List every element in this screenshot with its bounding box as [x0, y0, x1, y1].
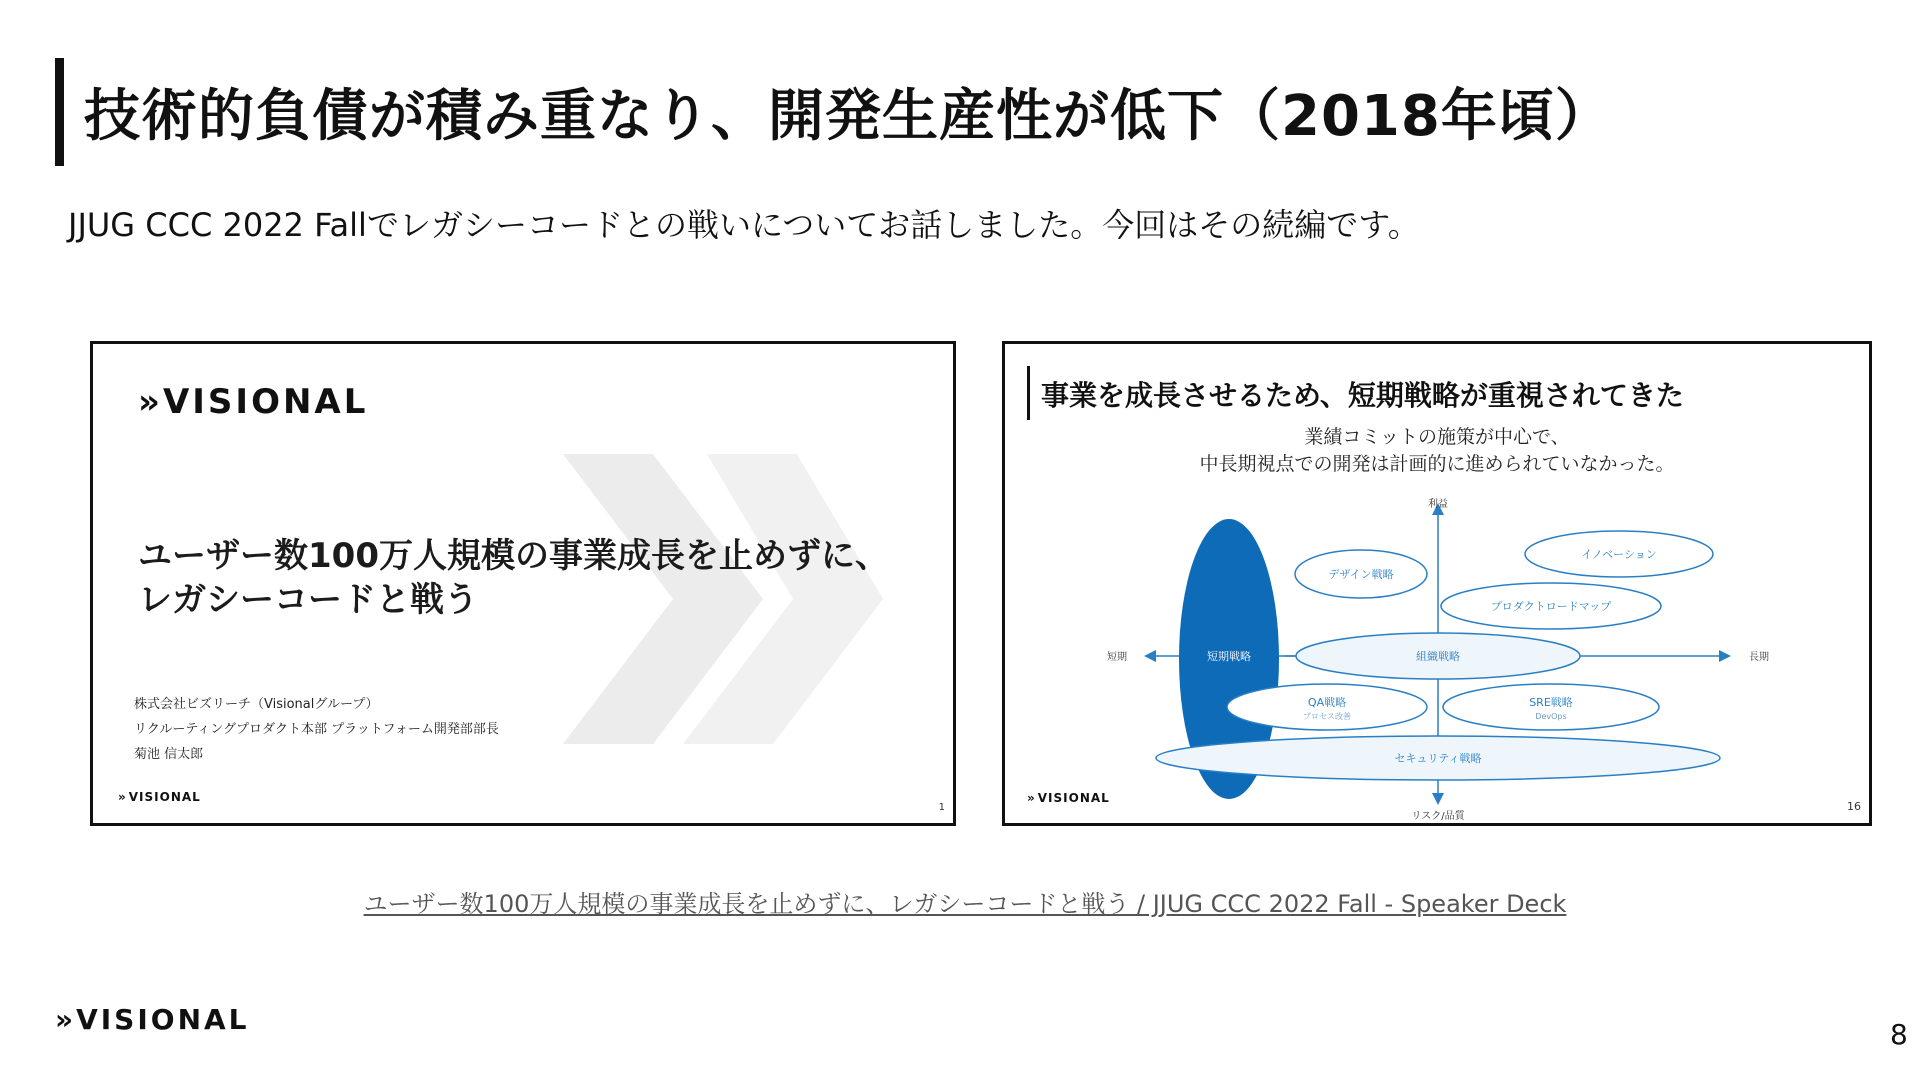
thumbnail-title-line1: ユーザー数100万人規模の事業成長を止めずに、 — [138, 536, 889, 576]
axis-bottom-label: リスク/品質 — [1411, 811, 1465, 822]
footer-logo — [55, 1003, 250, 1036]
page-number: 8 — [1890, 1018, 1908, 1051]
axis-left-label: 短期 — [1107, 652, 1127, 663]
thumbnail-page-number: 1 — [938, 802, 945, 813]
roadmap-label: プロダクトロードマップ — [1490, 600, 1612, 613]
sre-label: SRE戦略 — [1529, 696, 1573, 709]
speaker-info — [134, 692, 499, 767]
axis-right-label: 長期 — [1749, 652, 1769, 663]
department-name: リクルーティングプロダクト本部 プラットフォーム開発部部長 — [134, 722, 499, 737]
footer-logo — [118, 790, 201, 804]
process-label: プロセス改善 — [1303, 712, 1351, 721]
visional-logo — [138, 382, 368, 422]
logo-text: VISIONAL — [162, 382, 369, 422]
qa-label: QA戦略 — [1307, 696, 1347, 709]
thumbnail-title: 事業を成長させるため、短期戦略が重視されてきた — [1041, 379, 1684, 412]
devops-label: DevOps — [1535, 712, 1567, 721]
strategy-diagram — [1005, 344, 1869, 823]
page-title: 技術的負債が積み重なり、開発生産性が低下（2018年頃） — [84, 84, 1612, 149]
organization-label: 組織戦略 — [1416, 650, 1460, 663]
thumbnail-page-number: 16 — [1847, 800, 1861, 813]
title-accent-bar — [55, 58, 64, 166]
page-subtitle: JJUG CCC 2022 Fallでレガシーコードとの戦いについてお話しました。今回はその続編です。 — [68, 206, 1420, 244]
speaker-deck-link[interactable]: ユーザー数100万人規模の事業成長を止めずに、レガシーコードと戦う / JJUG CCC 2022 Fall - Speaker Deck — [363, 890, 1567, 918]
subtitle-line1: 業績コミットの施策が中心で、 — [1304, 426, 1570, 448]
thumbnail-title — [138, 534, 889, 622]
security-label: セキュリティ戦略 — [1394, 752, 1482, 765]
subtitle-line2: 中長期視点での開発は計画的に進められていなかった。 — [1199, 453, 1675, 475]
chevron-logo-icon: » — [1027, 791, 1032, 805]
logo-text: VISIONAL — [128, 790, 201, 804]
axis-top-label: 利益 — [1428, 499, 1448, 510]
chevron-logo-icon: » — [55, 1003, 71, 1036]
thumbnail-title-line2: レガシーコードと戦う — [138, 580, 478, 620]
logo-text: VISIONAL — [1037, 791, 1110, 805]
author-name: 菊池 信太郎 — [134, 747, 204, 762]
chevron-logo-icon: » — [118, 790, 123, 804]
chevron-logo-icon: » — [138, 382, 157, 422]
innovation-label: イノベーション — [1581, 548, 1657, 561]
logo-text: VISIONAL — [76, 1003, 250, 1036]
short-term-label: 短期戦略 — [1207, 650, 1251, 663]
slide-thumbnail-title[interactable] — [90, 341, 956, 826]
company-name: 株式会社ビズリーチ（Visionalグループ） — [134, 697, 379, 712]
design-label: デザイン戦略 — [1328, 568, 1394, 581]
slide-thumbnail-strategy[interactable] — [1002, 341, 1872, 826]
footer-logo — [1027, 791, 1110, 805]
